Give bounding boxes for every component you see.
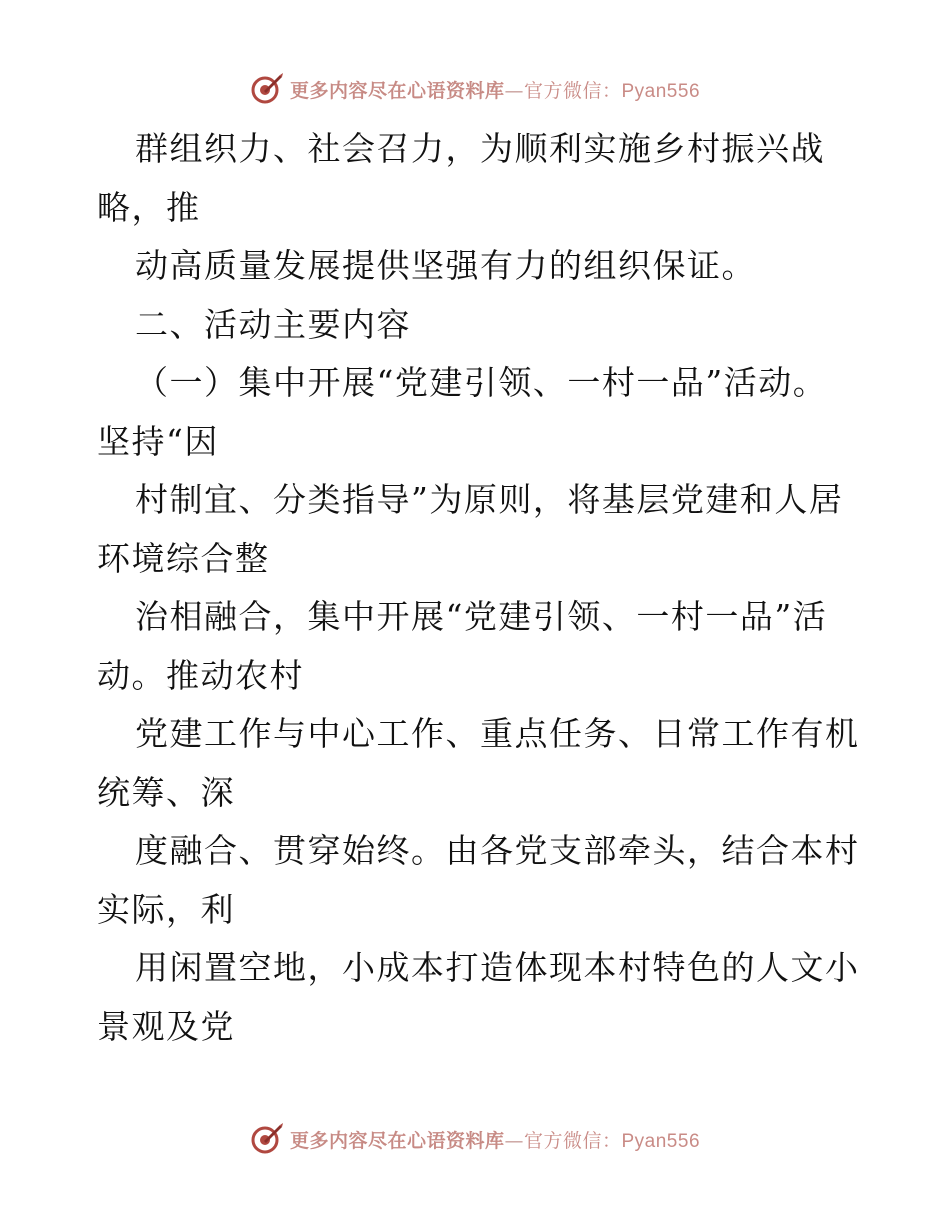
paragraph-line: 动。推动农村 [97,655,304,695]
paragraph-line: 度融合、贯穿始终。由各党支部牵头，结合本村 [135,831,860,870]
pen-logo-icon [250,1122,284,1156]
watermark-sub-text: 官方微信： [523,79,622,102]
watermark-separator: — [504,1129,524,1152]
watermark-main-text: 更多内容尽在心语资料库 [289,1129,505,1152]
paragraph-line: 统筹、深 [97,772,235,812]
watermark-wechat-id: Pyan556 [621,80,701,102]
paragraph-line: 用闲置空地，小成本打造体现本村特色的人文小 [135,948,860,987]
paragraph-line: 环境综合整 [97,538,270,578]
watermark-main-text: 更多内容尽在心语资料库 [289,79,505,102]
watermark-separator: — [504,79,524,102]
paragraph-line: 治相融合，集中开展“党建引领、一村一品”活 [135,597,828,636]
paragraph-line: 动高质量发展提供坚强有力的组织保证。 [135,246,756,285]
paragraph-line: 坚持“因 [97,421,219,461]
section-heading: 二、活动主要内容 [135,304,411,344]
watermark-wechat-id: Pyan556 [621,1130,701,1152]
footer-watermark [0,1122,950,1156]
paragraph-line: 村制宜、分类指导”为原则，将基层党建和人居 [135,480,844,519]
document-body [97,120,860,1056]
paragraph-line: 实际，利 [97,889,235,929]
paragraph-line: 群组织力、社会召力，为顺利实施乡村振兴战 [135,129,825,168]
subsection-heading: （一）集中开展“党建引领、一村一品”活动。 [135,363,828,402]
watermark-sub-text: 官方微信： [523,1129,622,1152]
paragraph-line: 景观及党 [97,1006,235,1046]
paragraph-line: 党建工作与中心工作、重点任务、日常工作有机 [135,714,860,753]
pen-logo-icon [250,72,284,106]
paragraph-line: 略，推 [97,187,201,227]
header-watermark [0,72,950,106]
